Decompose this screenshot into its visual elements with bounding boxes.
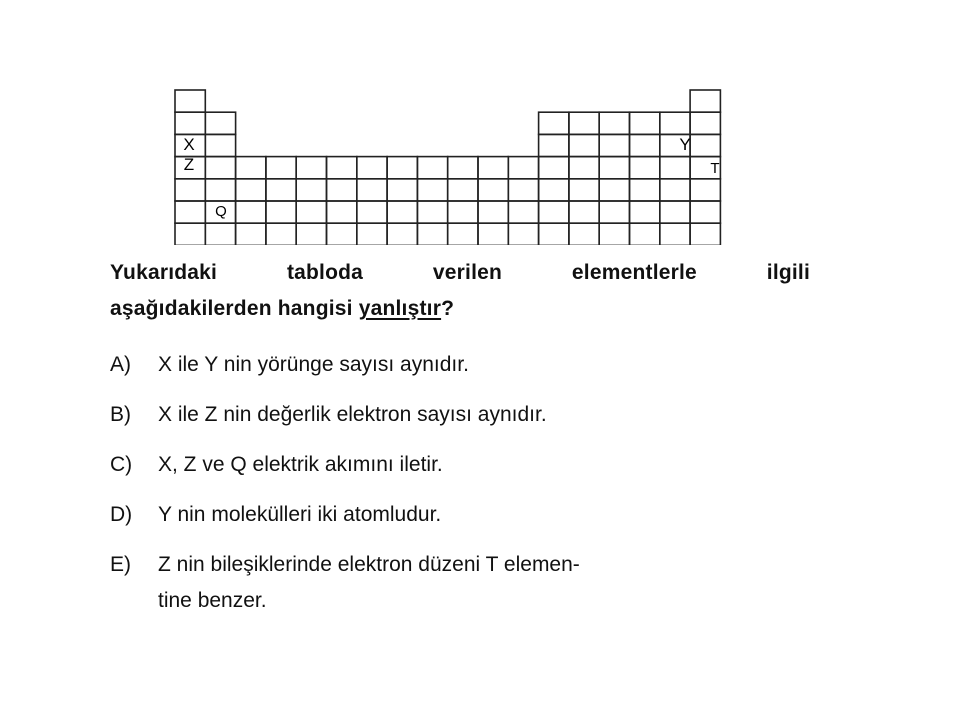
table-cell (236, 223, 266, 245)
table-cell (539, 179, 569, 201)
table-cell (236, 201, 266, 223)
table-cell (266, 223, 296, 245)
table-cell (539, 223, 569, 245)
option-letter: D) (110, 503, 133, 526)
label-z: Z (183, 155, 195, 174)
table-cell (327, 179, 357, 201)
table-cell (448, 201, 478, 223)
table-cell (175, 223, 205, 245)
option-e[interactable] (110, 547, 830, 627)
table-cell (569, 157, 599, 179)
table-cell (599, 157, 629, 179)
table-cell (508, 179, 538, 201)
table-cell (478, 223, 508, 245)
table-cell (357, 157, 387, 179)
table-cell (327, 223, 357, 245)
table-cell (387, 179, 417, 201)
option-letter: B) (110, 403, 131, 426)
option-text-line-1: Z nin bileşiklerinde elektron düzeni T elemen- (158, 553, 580, 576)
table-cell (478, 157, 508, 179)
table-cell (266, 201, 296, 223)
table-cell (569, 201, 599, 223)
table-cell (448, 223, 478, 245)
table-cell (690, 112, 720, 134)
table-cell (660, 112, 690, 134)
table-cell (205, 157, 235, 179)
table-cell (205, 112, 235, 134)
label-y: Y (679, 135, 691, 154)
table-cell (630, 223, 660, 245)
table-cell (327, 201, 357, 223)
table-cell (630, 134, 660, 156)
table-cell (660, 157, 690, 179)
option-text: Y nin molekülleri iki atomludur. (158, 503, 442, 526)
option-b[interactable] (110, 397, 830, 447)
option-letter: E) (110, 553, 131, 576)
table-cell (357, 179, 387, 201)
label-q: Q (215, 203, 227, 220)
table-cell (175, 90, 205, 112)
table-cell (508, 201, 538, 223)
table-cell (448, 179, 478, 201)
table-cell (508, 157, 538, 179)
option-letter: C) (110, 453, 133, 476)
label-x: X (183, 135, 195, 154)
table-cell (175, 201, 205, 223)
table-cell (569, 112, 599, 134)
question-line-1: Yukarıdaki tabloda verilen elementlerle ilgili (110, 261, 810, 284)
periodic-table-grid (174, 89, 734, 245)
table-cell (539, 134, 569, 156)
table-cell (266, 179, 296, 201)
table-cell (660, 223, 690, 245)
table-cell (599, 179, 629, 201)
table-cell (478, 201, 508, 223)
table-cell (599, 201, 629, 223)
table-cell (417, 157, 447, 179)
option-text: X, Z ve Q elektrik akımını iletir. (158, 453, 443, 476)
table-cell (205, 179, 235, 201)
option-d[interactable] (110, 497, 830, 547)
table-cell (236, 179, 266, 201)
table-cell (569, 179, 599, 201)
table-cell (266, 157, 296, 179)
table-cell (448, 157, 478, 179)
table-cell (630, 112, 660, 134)
table-cell (539, 112, 569, 134)
table-cell (690, 179, 720, 201)
table-cell (296, 157, 326, 179)
table-cell (630, 201, 660, 223)
table-cell (327, 157, 357, 179)
table-cell (175, 112, 205, 134)
table-cell (569, 134, 599, 156)
question-underlined-word: yanlıştır (358, 297, 442, 320)
question-line-2-prefix: aşağıdakilerden hangisi (110, 297, 359, 320)
table-cell (417, 179, 447, 201)
table-cell (508, 223, 538, 245)
table-cell (569, 223, 599, 245)
table-cell (357, 223, 387, 245)
table-cell (539, 201, 569, 223)
option-c[interactable] (110, 447, 830, 497)
option-text: X ile Z nin değerlik elektron sayısı aynıdır. (158, 403, 547, 426)
table-cell (630, 179, 660, 201)
table-cell (417, 223, 447, 245)
table-cell (417, 201, 447, 223)
table-cell (690, 201, 720, 223)
table-cell (357, 201, 387, 223)
table-cell (690, 134, 720, 156)
periodic-table (174, 89, 734, 245)
table-cell (478, 179, 508, 201)
answer-options (110, 347, 830, 627)
table-cell (630, 157, 660, 179)
table-cell (296, 179, 326, 201)
table-cell (175, 179, 205, 201)
option-a[interactable] (110, 347, 830, 397)
table-cell (690, 223, 720, 245)
table-cell (539, 157, 569, 179)
table-cell (660, 201, 690, 223)
table-cell (205, 134, 235, 156)
option-text-line-2: tine benzer. (158, 589, 267, 612)
table-cell (387, 201, 417, 223)
question-text (110, 255, 810, 327)
table-cell (387, 223, 417, 245)
table-cell (660, 179, 690, 201)
table-cell (599, 112, 629, 134)
table-cell (599, 223, 629, 245)
table-cell (296, 223, 326, 245)
question-line-2 (110, 291, 810, 327)
option-text: X ile Y nin yörünge sayısı aynıdır. (158, 353, 469, 376)
question-line-2-suffix: ? (441, 297, 455, 320)
table-cell (296, 201, 326, 223)
option-text (158, 547, 818, 619)
table-cell (205, 223, 235, 245)
label-t: T (710, 160, 720, 177)
option-letter: A) (110, 353, 131, 376)
table-cell (599, 134, 629, 156)
table-cell (387, 157, 417, 179)
table-cell (236, 157, 266, 179)
table-cell (690, 90, 720, 112)
